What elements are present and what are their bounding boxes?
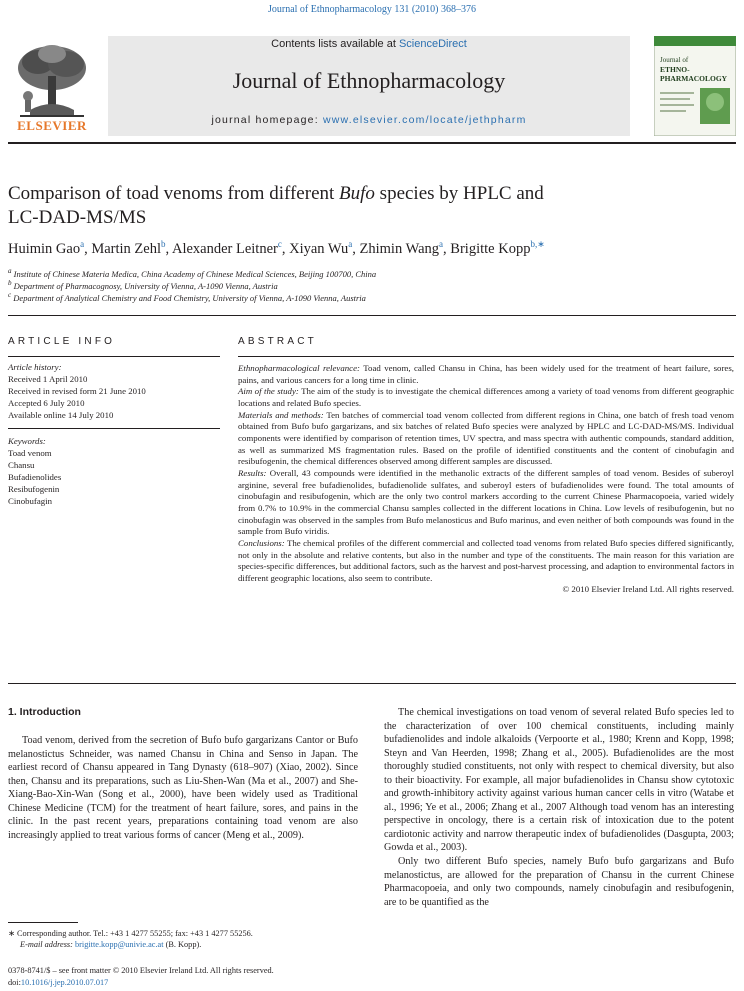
journal-homepage xyxy=(108,114,630,126)
homepage-link[interactable]: www.elsevier.com/locate/jethpharm xyxy=(322,114,527,126)
journal-title-box xyxy=(108,36,630,136)
title-genus: Bufo xyxy=(339,183,375,204)
keyword: Cinobufagin xyxy=(8,496,52,506)
affiliation-divider xyxy=(8,315,736,316)
svg-text:PHARMACOLOGY: PHARMACOLOGY xyxy=(660,74,728,83)
journal-masthead xyxy=(10,36,736,136)
paragraph: Toad venom, derived from the secretion of Bufo bufo gargarizans Cantor or Bufo melanostictus Schneider, was named Chansu in China and Senso in Japan. The earliest record of Chansu appeared in Tang Dynasty (618–907) (Xiao, 2002). Since then, Chansu and its preparations, such as Liu-Shen-Wan (Ma et al., 2007) and She-Xiang-Bao-Xin-Wan (Song et al., 2000), have been widely used as Traditional Chinese Medicine (TCM) for the treatment of heart failure, sores, and pains in the clinic. In the past recent years, preparations containing toad venom are also increasingly applied to treat various forms of cancer (Meng et al., 2009). xyxy=(8,735,358,841)
article-info-heading: ARTICLE INFO xyxy=(8,336,116,347)
keyword: Bufadienolides xyxy=(8,472,62,482)
abstract-section: Results: Overall, 43 compounds were identified in the methanolic extracts of the different samples of toad venom. Besides of suberoyl arginine, several free bufadienolides, bufadienolide sulfates, and suberoyl esters of bufadienolides were found. The total amounts of cinobufagin and resibufogenin, which are the only two control markers according to the current Chinese Pharmacopoeia, varied widely from 0.7% to 10.9% in the commercial Chansu samples collected in the different locations in China. Low levels of resibufogenin, but no cinobufagin was observed in the samples from Bufo melanosticus and Bufo marinus, and even neither of both compounds was found in the sample from Bufo viridis. xyxy=(238,467,734,537)
abstract-section: Aim of the study: The aim of the study is to investigate the chemical differences among a variety of toad venoms from different geographic locations and related Bufo species. xyxy=(238,386,734,408)
svg-text:ETHNO-: ETHNO- xyxy=(660,65,690,74)
keywords-divider xyxy=(8,428,220,429)
history-online: Available online 14 July 2010 xyxy=(8,410,114,420)
header-divider xyxy=(8,142,736,144)
history-received: Received 1 April 2010 xyxy=(8,374,88,384)
keywords-label: Keywords: xyxy=(8,436,46,446)
journal-cover-thumbnail[interactable] xyxy=(654,36,736,136)
history-label: Article history: xyxy=(8,362,62,372)
abstract-end-divider xyxy=(8,683,736,684)
history-accepted: Accepted 6 July 2010 xyxy=(8,398,85,408)
footnote-contact: ∗ Corresponding author. Tel.: +43 1 4277 55255; fax: +43 1 4277 55256. xyxy=(8,929,253,938)
copyright-notice: © 2010 Elsevier Ireland Ltd. All rights reserved. xyxy=(562,584,734,595)
footnote-email-line: E-mail address: brigitte.kopp@univie.ac.at (B. Kopp). xyxy=(20,940,202,949)
email-link[interactable]: brigitte.kopp@univie.ac.at xyxy=(75,940,164,949)
keyword: Toad venom xyxy=(8,448,52,458)
footnote-divider xyxy=(8,922,78,923)
sciencedirect-link[interactable]: ScienceDirect xyxy=(398,38,467,50)
author[interactable]: Xiyan Wu$^a$, xyxy=(289,239,360,257)
author[interactable]: Alexander Leitner$^c$, xyxy=(171,239,290,257)
author[interactable]: Brigitte Kopp$^{b,∗}$ xyxy=(450,239,545,257)
paper-title xyxy=(8,182,708,230)
contents-line xyxy=(108,38,630,50)
author[interactable]: Huimin Gao$^a$, xyxy=(8,239,92,257)
affiliation-b: $^b$ Department of Pharmacognosy, University of Vienna, A-1090 Vienna, Austria xyxy=(8,279,278,291)
doi-line: doi:10.1016/j.jep.2010.07.017 xyxy=(8,978,109,987)
issn-line: 0378-8741/$ – see front matter © 2010 Elsevier Ireland Ltd. All rights reserved. xyxy=(8,966,274,975)
article-info-divider xyxy=(8,356,220,357)
section-heading-introduction: 1. Introduction xyxy=(8,706,81,718)
journal-reference[interactable]: Journal of Ethnopharmacology 131 (2010) 368–376 xyxy=(267,4,477,15)
abstract-heading: ABSTRACT xyxy=(238,336,317,347)
history-revised: Received in revised form 21 June 2010 xyxy=(8,386,146,396)
affiliation-a: $^a$ Institute of Chinese Materia Medica, China Academy of Chinese Medical Sciences, Beijing 100700, China xyxy=(8,267,377,279)
keyword: Chansu xyxy=(8,460,35,470)
author[interactable]: Zhimin Wang$^a$, xyxy=(359,239,451,257)
title-part-2: species by HPLC and xyxy=(374,183,544,204)
abstract-section: Materials and methods: Ten batches of commercial toad venom collected from different regions in China, one batch of fresh toad venom obtained from Bufo bufo gargarizans, and six batches of related Bufo species were analyzed by HPLC and LC-DAD-MS/MS. Individual components were identified by comparison of retention times, UV spectra, and mass spectra with authentic compounds, standard addition, as well as summarized MS fragmentation rules. Based on the profile of identified constituents and the content of cinobufagin and resibufogenin, the chemical differences observed among different samples are discussed. xyxy=(238,409,735,467)
affiliation-c: $^c$ Department of Analytical Chemistry and Food Chemistry, University of Vienna, A-1090 Vienna, Austria xyxy=(8,291,366,303)
doi-link[interactable]: 10.1016/j.jep.2010.07.017 xyxy=(20,978,109,987)
paragraph: Only two different Bufo species, namely Bufo bufo gargarizans and Bufo melanostictus, are allowed for the preparation of Chansu in the current Chinese Pharmacopoeia, and only two compounds, namely cinobufagin and resibufogenin, are to be quantified as the xyxy=(384,856,734,908)
contents-prefix: Contents lists available at xyxy=(271,38,399,50)
keyword: Resibufogenin xyxy=(8,484,60,494)
abstract-divider xyxy=(238,356,734,357)
svg-text:Journal of: Journal of xyxy=(660,56,689,64)
title-part-1: Comparison of toad venoms from different xyxy=(8,183,340,204)
publisher-name: ELSEVIER xyxy=(17,118,87,133)
paragraph: The chemical investigations on toad venom of several related Bufo species led to the characterization of over 100 chemical constituents, including mainly bufadienolides and indole alkaloids (Verpoorte et al., 1980; Krenn and Kopp, 1998; Steyn and Van Heerden, 1998; Zhang et al., 2005). Bufadienolides are the most thoroughly studied constituents, not only with respect to chemical diversity, but also to their bioactivity. For example, all major bufadienolides in Chansu show cytotoxic and growth-inhibitory activity against various human cancer cells in vitro (Watabe et al., 1996; Ye et al., 2006; Zhang et al., 2007 Although toad venom has an interesting perspective in oncology, there is a certain risk of intoxication due to the potent cardiotonic activity and narrow therapeutic index of bufadienolides (Dasgupta, 2003; Gowda et al., 2003). xyxy=(384,707,734,854)
left-column xyxy=(8,734,358,842)
journal-title: Journal of Ethnopharmacology xyxy=(232,68,506,93)
author-list xyxy=(8,239,728,258)
abstract-section: Conclusions: The chemical profiles of the different commercial and collected toad venoms from related Bufo species differed significantly, not only in the absolute and relative contents, but also in the number and type of the constituents. The main reason for this variation are species-specific differences, but additional factors, such as the harvest and post-harvest processing, and adaption to environmental factors in different geographic locations, also seem to contribute. xyxy=(238,537,734,583)
abstract-section: Ethnopharmacological relevance: Toad venom, called Chansu in China, has been widely used for the treatment of heart failure, sores, pains, and various cancers for a long time in clinic. xyxy=(238,363,735,385)
abstract-body xyxy=(238,363,734,596)
author[interactable]: Martin Zehl$^b$, xyxy=(91,239,172,257)
right-column xyxy=(384,706,734,909)
homepage-prefix: journal homepage: xyxy=(211,114,323,126)
corresponding-author-footnote xyxy=(8,928,368,950)
title-part-3: LC-DAD-MS/MS xyxy=(8,207,147,228)
